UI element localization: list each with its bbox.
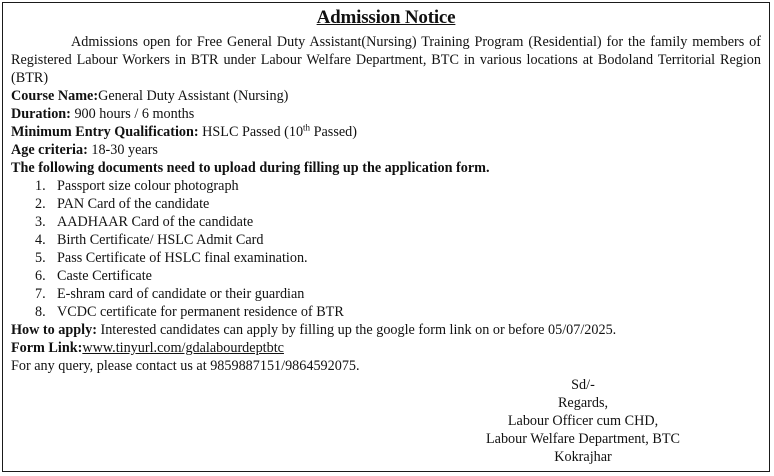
qualification-row — [11, 123, 761, 141]
qualification-label: Minimum Entry Qualification: — [11, 124, 199, 140]
list-item-number: 2. — [35, 196, 46, 212]
how-to-apply-label: How to apply: — [11, 322, 97, 338]
list-item — [35, 249, 761, 267]
duration-value: 900 hours / 6 months — [74, 106, 195, 122]
list-item-text: AADHAAR Card of the candidate — [57, 214, 254, 230]
list-item-text: PAN Card of the candidate — [57, 196, 210, 212]
admission-notice — [2, 2, 770, 472]
course-name-row — [11, 87, 761, 105]
documents-heading: The following documents need to upload during filling up the application form. — [11, 160, 490, 176]
signature-regards: Regards, — [557, 395, 609, 411]
list-item — [35, 177, 761, 195]
list-item-number: 4. — [35, 232, 46, 248]
list-item-text: Passport size colour photograph — [57, 178, 239, 194]
list-item-number: 7. — [35, 286, 46, 302]
signature-location: Kokrajhar — [554, 449, 612, 465]
list-item-number: 5. — [35, 250, 46, 266]
list-item-text: VCDC certificate for permanent residence of BTR — [57, 304, 344, 320]
qualification-value-sup: th — [303, 122, 311, 133]
form-link[interactable]: www.tinyurl.com/gdalabourdeptbtc — [82, 340, 284, 356]
duration-label: Duration: — [11, 106, 71, 122]
signature-sd: Sd/- — [571, 377, 595, 393]
list-item-number: 1. — [35, 178, 46, 194]
age-value: 18-30 years — [91, 142, 158, 158]
signature-department: Labour Welfare Department, BTC — [486, 431, 680, 447]
form-link-row — [11, 339, 761, 357]
list-item — [35, 303, 761, 321]
list-item-text: Pass Certificate of HSLC final examination. — [57, 250, 308, 266]
list-item — [35, 231, 761, 249]
course-name-label: Course Name: — [11, 88, 99, 104]
age-label: Age criteria: — [11, 142, 88, 158]
list-item-number: 8. — [35, 304, 46, 320]
list-item-text: Birth Certificate/ HSLC Admit Card — [57, 232, 264, 248]
intro-paragraph: Admissions open for Free General Duty Assistant(Nursing) Training Program (Residential) for the family members of Registered Labour Workers in BTR under Labour Welfare Department, BTC in various locations at Bodoland Territorial Region (BTR) — [11, 34, 761, 86]
list-item — [35, 285, 761, 303]
list-item-number: 6. — [35, 268, 46, 284]
form-link-label: Form Link: — [11, 340, 83, 356]
list-item-text: E-shram card of candidate or their guardian — [57, 286, 305, 302]
how-to-apply-row — [11, 321, 761, 339]
age-row — [11, 141, 761, 159]
qualification-value-post: Passed) — [310, 124, 357, 140]
query-contact: For any query, please contact us at 9859887151/9864592075. — [11, 358, 360, 374]
signature-designation: Labour Officer cum CHD, — [507, 413, 659, 429]
course-name-value: General Duty Assistant (Nursing) — [98, 88, 289, 104]
list-item-number: 3. — [35, 214, 46, 230]
qualification-value-pre: HSLC Passed (10 — [202, 124, 304, 140]
list-item — [35, 267, 761, 285]
list-item — [35, 213, 761, 231]
documents-list — [11, 177, 761, 321]
duration-row — [11, 105, 761, 123]
list-item-text: Caste Certificate — [57, 268, 152, 284]
how-to-apply-value: Interested candidates can apply by filling up the google form link on or before 05/07/2025. — [100, 322, 617, 338]
notice-title: Admission Notice — [316, 7, 456, 28]
signature-block — [443, 376, 723, 466]
list-item — [35, 195, 761, 213]
